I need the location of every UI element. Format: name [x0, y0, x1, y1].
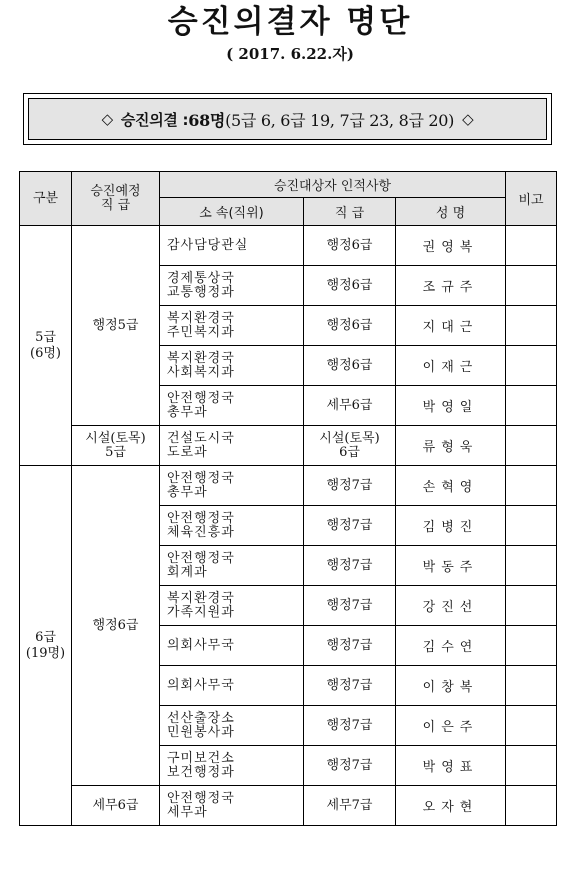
department-line: 의회사무국 [167, 637, 235, 653]
current-rank: 시설(토목) 6급 [304, 426, 396, 466]
person-name: 류형욱 [396, 426, 506, 466]
department-line: 안전행정국 [167, 550, 235, 566]
summary-text [28, 98, 547, 140]
reference-date: ( 2017. 6.22.자) [226, 45, 354, 63]
remarks-cell [506, 666, 557, 706]
current-rank: 행정6급 [304, 266, 396, 306]
department-cell [160, 706, 304, 746]
table-row [20, 786, 557, 826]
header-category: 구분 [20, 172, 72, 226]
summary-label: 승진의결 : [120, 110, 189, 129]
department-line: 주민복지과 [167, 324, 235, 340]
department-line: 안전행정국 [167, 390, 235, 406]
planned-rank: 행정5급 [72, 226, 160, 426]
department-line: 보건행정과 [167, 764, 235, 780]
planned-rank: 행정6급 [72, 466, 160, 786]
person-name: 이창복 [396, 666, 506, 706]
person-name: 김병진 [396, 506, 506, 546]
department-cell [160, 306, 304, 346]
department-line: 감사담당관실 [167, 237, 249, 253]
current-rank: 행정6급 [304, 226, 396, 266]
header-planned-rank: 승진예정 직 급 [72, 172, 160, 226]
department-line: 경제통상국 [167, 270, 235, 286]
department-cell [160, 506, 304, 546]
current-rank: 행정7급 [304, 466, 396, 506]
department-cell [160, 586, 304, 626]
person-name: 손혁영 [396, 466, 506, 506]
remarks-cell [506, 786, 557, 826]
grade-category: 5급 (6명) [20, 226, 72, 466]
current-rank: 행정7급 [304, 706, 396, 746]
current-rank: 행정6급 [304, 346, 396, 386]
current-rank: 행정7급 [304, 746, 396, 786]
current-rank: 행정7급 [304, 666, 396, 706]
department-cell [160, 786, 304, 826]
department-line: 사회복지과 [167, 364, 235, 380]
department-cell [160, 466, 304, 506]
department-line: 총무과 [167, 484, 208, 500]
department-line: 교통행정과 [167, 284, 235, 300]
department-line: 복지환경국 [167, 310, 235, 326]
department-line: 복지환경국 [167, 590, 235, 606]
person-name: 강진선 [396, 586, 506, 626]
department-line: 의회사무국 [167, 677, 235, 693]
remarks-cell [506, 586, 557, 626]
summary-detail: (5급 6, 6급 19, 7급 23, 8급 20) [225, 110, 455, 130]
department-cell [160, 346, 304, 386]
current-rank: 행정7급 [304, 586, 396, 626]
grade-category: 6급 (19명) [20, 466, 72, 826]
header-remarks: 비고 [506, 172, 557, 226]
remarks-cell [506, 386, 557, 426]
remarks-cell [506, 306, 557, 346]
current-rank: 행정7급 [304, 626, 396, 666]
department-line: 도로과 [167, 444, 208, 460]
remarks-cell [506, 506, 557, 546]
table-row [20, 426, 557, 466]
department-line: 세무과 [167, 804, 208, 820]
person-name: 박영표 [396, 746, 506, 786]
summary-box [23, 93, 552, 145]
table-body [20, 226, 557, 826]
person-name: 이재근 [396, 346, 506, 386]
current-rank: 행정6급 [304, 306, 396, 346]
department-cell [160, 546, 304, 586]
person-name: 김수연 [396, 626, 506, 666]
person-name: 박영일 [396, 386, 506, 426]
diamond-icon: ◇ [462, 110, 474, 128]
person-name: 조규주 [396, 266, 506, 306]
department-line: 구미보건소 [167, 750, 235, 766]
department-line: 체육진흥과 [167, 524, 235, 540]
department-line: 민원봉사과 [167, 724, 235, 740]
department-line: 선산출장소 [167, 710, 235, 726]
page-title: 승진의결자 명단 [167, 4, 413, 40]
remarks-cell [506, 266, 557, 306]
person-name: 지대근 [396, 306, 506, 346]
header-rank: 직 급 [304, 198, 396, 226]
table-row [20, 226, 557, 266]
department-cell [160, 426, 304, 466]
header-department: 소 속(직위) [160, 198, 304, 226]
person-name: 박동주 [396, 546, 506, 586]
department-cell [160, 666, 304, 706]
department-cell [160, 266, 304, 306]
remarks-cell [506, 466, 557, 506]
person-name: 이은주 [396, 706, 506, 746]
department-cell [160, 386, 304, 426]
person-name: 오자현 [396, 786, 506, 826]
remarks-cell [506, 346, 557, 386]
remarks-cell [506, 426, 557, 466]
header-personnel-info: 승진대상자 인적사항 [160, 172, 506, 198]
department-cell [160, 746, 304, 786]
department-line: 복지환경국 [167, 350, 235, 366]
department-cell [160, 626, 304, 666]
department-line: 총무과 [167, 404, 208, 420]
remarks-cell [506, 746, 557, 786]
department-line: 안전행정국 [167, 790, 235, 806]
current-rank: 세무6급 [304, 386, 396, 426]
planned-rank: 세무6급 [72, 786, 160, 826]
department-line: 안전행정국 [167, 470, 235, 486]
current-rank: 행정7급 [304, 506, 396, 546]
person-name: 권영복 [396, 226, 506, 266]
department-cell [160, 226, 304, 266]
header-name: 성 명 [396, 198, 506, 226]
table-row [20, 466, 557, 506]
promotion-table [19, 171, 557, 826]
summary-count: 68명 [188, 110, 226, 130]
current-rank: 행정7급 [304, 546, 396, 586]
current-rank: 세무7급 [304, 786, 396, 826]
diamond-icon: ◇ [101, 110, 113, 128]
remarks-cell [506, 546, 557, 586]
remarks-cell [506, 626, 557, 666]
department-line: 건설도시국 [167, 430, 235, 446]
remarks-cell [506, 226, 557, 266]
remarks-cell [506, 706, 557, 746]
department-line: 회계과 [167, 564, 208, 580]
department-line: 가족지원과 [167, 604, 235, 620]
planned-rank: 시설(토목) 5급 [72, 426, 160, 466]
department-line: 안전행정국 [167, 510, 235, 526]
